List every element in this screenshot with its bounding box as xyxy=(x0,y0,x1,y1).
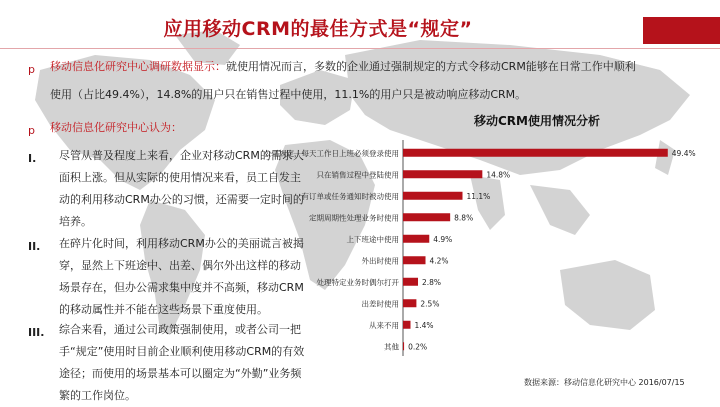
bar xyxy=(403,170,482,178)
value-label: 4.2% xyxy=(429,256,449,266)
page-title: 应用移动CRM的最佳方式是“规定” xyxy=(163,18,473,40)
value-label: 8.8% xyxy=(454,213,474,223)
value-label: 49.4% xyxy=(671,148,696,158)
survey-paragraph xyxy=(50,56,710,78)
data-source: 数据来源：移动信息化研究中心 2016/07/15 xyxy=(524,378,685,387)
bar xyxy=(403,342,404,350)
point-numeral: I. xyxy=(28,152,37,165)
category-label: 其他 xyxy=(384,342,399,352)
point-3-line: 手“规定”使用时目前企业顺利使用移动CRM的有效 xyxy=(59,345,305,358)
value-label: 4.9% xyxy=(433,234,453,244)
point-3-line: 繁的工作岗位。 xyxy=(59,389,136,402)
point-1-line: 动的利用移动CRM办公的习惯，还需要一定时间的 xyxy=(59,193,304,206)
category-label: 定期周期性处理业务时使用 xyxy=(309,213,399,223)
category-label: 从来不用 xyxy=(369,320,399,330)
bullet-marker: p xyxy=(28,124,35,137)
category-label: 处理特定业务时偶尔打开 xyxy=(316,277,399,287)
bar xyxy=(403,235,429,243)
opinion-lead: 移动信息化研究中心认为： xyxy=(50,121,182,134)
point-3-line: 途径；而使用的场景基本可以圈定为“外勤”业务频 xyxy=(59,367,302,380)
point-2-line: 场景存在，但办公需求集中度并不高频，移动CRM xyxy=(59,281,304,294)
point-2-line: 的移动属性并不能在这些场景下重度使用。 xyxy=(59,303,268,316)
survey-line-1: 就使用情况而言，多数的企业通过强制规定的方式令移动CRM能够在日常工作中顺利 xyxy=(226,60,636,73)
point-numeral: II. xyxy=(28,240,41,253)
value-label: 2.5% xyxy=(420,299,440,309)
category-label: 外出时使用 xyxy=(361,256,399,266)
bullet-marker: p xyxy=(28,63,35,76)
usage-bar-chart xyxy=(250,136,720,356)
point-2-line: 穿，显然上下班途中、出差、偶尔外出这样的移动 xyxy=(59,259,301,272)
bar xyxy=(403,149,668,157)
value-label: 14.8% xyxy=(486,170,511,180)
bar xyxy=(403,299,416,307)
value-label: 2.8% xyxy=(422,277,442,287)
point-1-line: 尽管从普及程度上来看，企业对移动CRM的需求大 xyxy=(59,149,304,162)
category-label: 有订单或任务通知时被动使用 xyxy=(301,191,399,201)
point-1-line: 培养。 xyxy=(59,215,92,228)
title-divider xyxy=(0,48,720,49)
chart-title: 移动CRM使用情况分析 xyxy=(474,114,600,128)
value-label: 1.4% xyxy=(414,320,434,330)
bar xyxy=(403,321,411,329)
point-3-line: 综合来看，通过公司政策强制使用，或者公司一把 xyxy=(59,323,301,336)
value-label: 11.1% xyxy=(466,191,491,201)
survey-line-2: 使用（占比49.4%），14.8%的用户只在销售过程中使用，11.1%的用户只是被动响应移动CRM。 xyxy=(50,88,527,101)
point-1-line: 面积上涨。但从实际的使用情况来看，员工自发主 xyxy=(59,171,301,184)
category-label: 出差时使用 xyxy=(361,299,399,309)
category-label: 只在销售过程中登陆使用 xyxy=(316,170,399,180)
category-label: 公司规定，每天工作日上班必须登录使用 xyxy=(264,148,399,158)
bar xyxy=(403,213,450,221)
title-accent-bar xyxy=(643,17,720,44)
bar xyxy=(403,278,418,286)
bar xyxy=(403,256,426,264)
category-label: 上下班途中使用 xyxy=(346,234,399,244)
value-label: 0.2% xyxy=(408,342,428,352)
point-numeral: III. xyxy=(28,326,45,339)
point-2-line: 在碎片化时间，利用移动CRM办公的美丽谎言被揭 xyxy=(59,237,304,250)
survey-lead: 移动信息化研究中心调研数据显示： xyxy=(50,60,226,73)
bar xyxy=(403,192,462,200)
